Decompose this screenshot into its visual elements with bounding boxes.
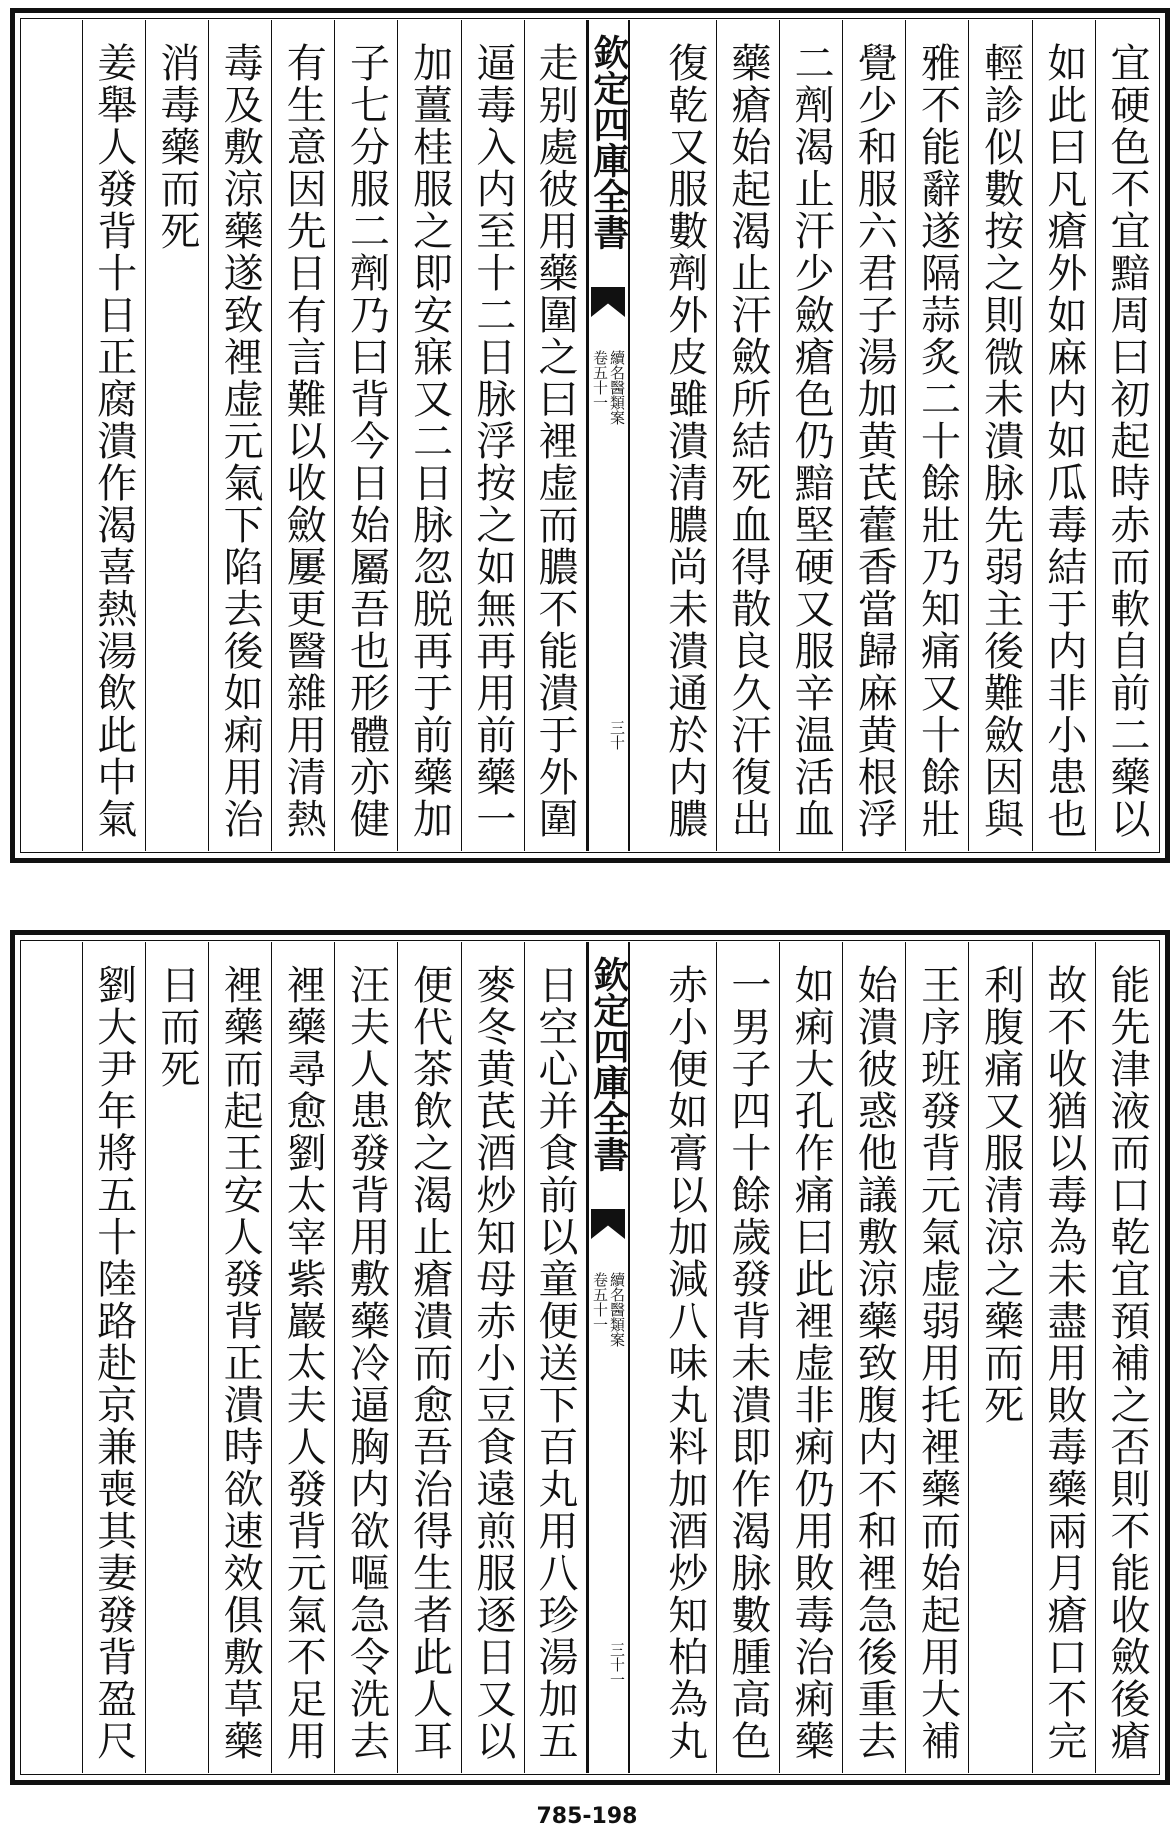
text-column: 消毒藥而死	[145, 20, 208, 851]
book-title: 續名醫類案	[608, 350, 626, 425]
left-half-page-2	[22, 942, 587, 1773]
text-column: 覺少和服六君子湯加黄芪藿香當歸麻黄根浮	[842, 20, 905, 851]
text-column: 始潰彼惑他議敷涼藥致腹内不和裡急後重去	[842, 942, 905, 1773]
left-half-page-1	[22, 20, 587, 851]
text-column: 姜舉人發背十日正腐潰作渴喜熱湯飲此中氣	[82, 20, 145, 851]
right-half-page-2	[587, 942, 1158, 1773]
text-column: 子七分服二劑乃曰背今日始屬吾也形體亦健	[334, 20, 397, 851]
text-column: 王序班發背元氣虚弱用托裡藥而始起用大補	[905, 942, 968, 1773]
right-half-page-1	[587, 20, 1158, 851]
collection-title: 欽定四庫全書	[588, 34, 630, 250]
text-column: 復乾又服數劑外皮雖潰清膿尚未潰通於内膿	[661, 42, 708, 840]
text-column: 加薑桂服之即安寐又二日脉忽脱再于前藥加	[397, 20, 460, 851]
text-column: 便代茶飲之渴止瘡潰而愈吾治得生者此人耳	[397, 942, 460, 1773]
text-column: 毒及敷涼藥遂致裡虚元氣下陷去後如痢用治	[208, 20, 271, 851]
text-column: 一男子四十餘歲發背未潰即作渴脉數腫高色	[716, 942, 779, 1773]
text-column: 能先津液而口乾宜預補之否則不能收斂後瘡	[1095, 942, 1158, 1773]
book-volume-label	[591, 350, 626, 425]
text-column: 如此曰凡瘡外如麻内如瓜毒結于内非小患也	[1032, 20, 1095, 851]
collection-title: 欽定四庫全書	[588, 956, 630, 1172]
fishtail-mark	[591, 287, 625, 317]
book-page-2	[10, 930, 1170, 1785]
text-column: 二劑渴止汗少斂瘡色仍黯堅硬又服辛温活血	[779, 20, 842, 851]
text-column: 藥瘡始起渴止汗斂所結死血得散良久汗復出	[716, 20, 779, 851]
leaf-number: 三十一	[608, 1642, 626, 1687]
text-column: 走别處彼用藥圍之曰裡虚而膿不能潰于外圍	[524, 20, 587, 851]
text-column: 赤小便如膏以加減八味丸料加酒炒知柏為丸	[661, 964, 708, 1762]
text-column: 裡藥尋愈劉太宰紫巖太夫人發背元氣不足用	[271, 942, 334, 1773]
text-column: 劉大尹年將五十陸路赴京兼喪其妻發背盈尺	[82, 942, 145, 1773]
text-column: 故不收猶以毒為未盡用敗毒藥兩月瘡口不完	[1032, 942, 1095, 1773]
center-margin-strip	[587, 20, 630, 851]
volume-number: 卷五十一	[591, 1272, 609, 1332]
leaf-number: 三十	[608, 720, 626, 750]
text-column: 日而死	[145, 942, 208, 1773]
text-column: 麥冬黄芪酒炒知母赤小豆食遠煎服逐日又以	[461, 942, 524, 1773]
text-column: 日空心并食前以童便送下百丸用八珍湯加五	[524, 942, 587, 1773]
text-column: 宜硬色不宜黯周曰初起時赤而軟自前二藥以	[1095, 20, 1158, 851]
text-column: 如痢大孔作痛曰此裡虚非痢仍用敗毒治痢藥	[779, 942, 842, 1773]
page-code: 785-198	[536, 1804, 638, 1829]
center-margin-strip	[587, 942, 630, 1773]
text-column: 裡藥而起王安人發背正潰時欲速效俱敷草藥	[208, 942, 271, 1773]
text-column: 輕診似數按之則微未潰脉先弱主後難斂因與	[968, 20, 1031, 851]
text-column: 利腹痛又服清涼之藥而死	[968, 942, 1031, 1773]
text-column: 汪夫人患發背用敷藥冷逼胸内欲嘔急令洗去	[334, 942, 397, 1773]
fishtail-mark	[591, 1209, 625, 1239]
text-column: 逼毒入内至十二日脉浮按之如無再用前藥一	[461, 20, 524, 851]
volume-number: 卷五十一	[591, 350, 609, 410]
book-title: 續名醫類案	[608, 1272, 626, 1347]
book-page-1	[10, 8, 1170, 863]
text-column: 有生意因先日有言難以收斂屢更醫雜用清熱	[271, 20, 334, 851]
text-column: 雅不能辭遂隔蒜炙二十餘壯乃知痛又十餘壯	[905, 20, 968, 851]
book-volume-label	[591, 1272, 626, 1347]
